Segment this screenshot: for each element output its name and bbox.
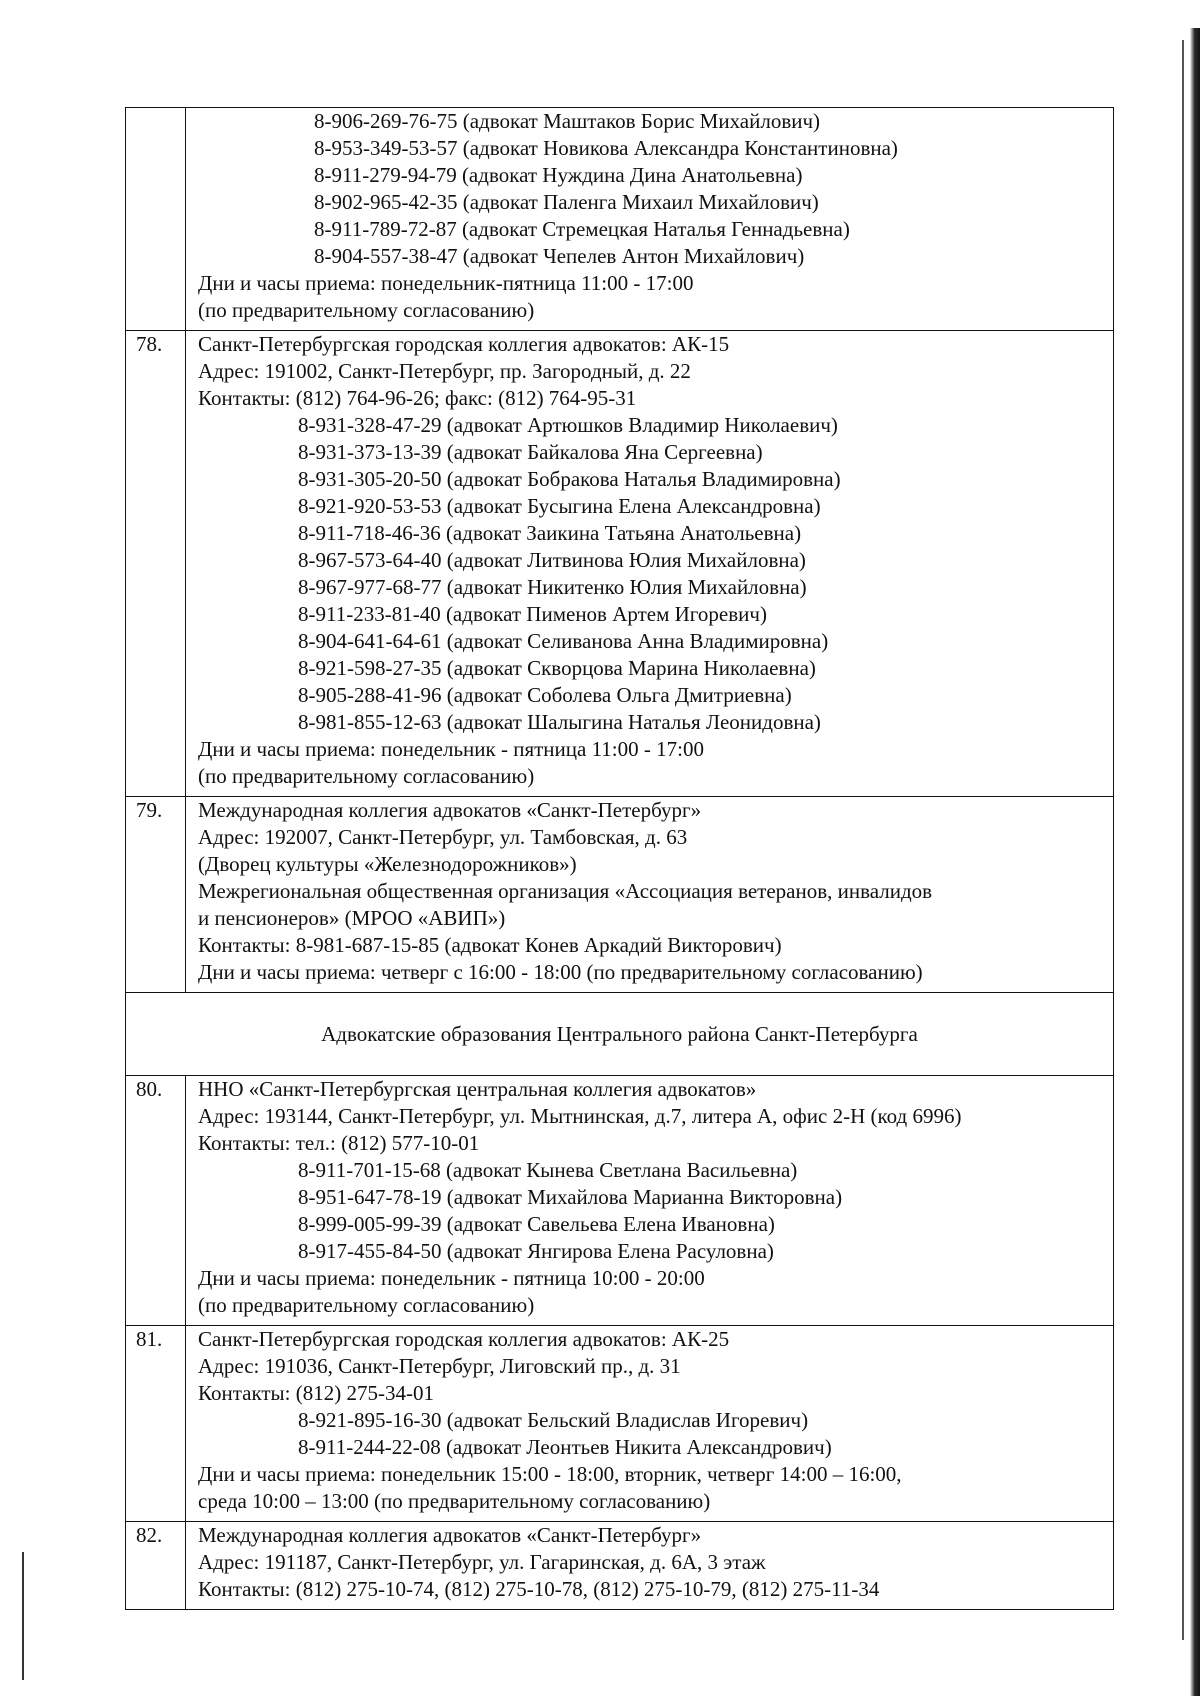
- entry-line: (по предварительному согласованию): [198, 1293, 535, 1317]
- entry-line: Адрес: 191002, Санкт-Петербург, пр. Загородный, д. 22: [198, 359, 691, 383]
- lawyer-contact-line: 8-911-718-46-36 (адвокат Заикина Татьяна Анатольевна): [298, 521, 802, 545]
- entry-line: Дни и часы приема: понедельник 15:00 - 18:00, вторник, четверг 14:00 – 16:00,: [198, 1462, 902, 1486]
- entry-line: Контакты: (812) 275-34-01: [198, 1381, 434, 1405]
- entry-line: Контакты: (812) 275-10-74, (812) 275-10-78, (812) 275-10-79, (812) 275-11-34: [198, 1577, 880, 1601]
- lawyers-table: [125, 107, 1114, 1610]
- lawyer-contact-line: 8-904-641-64-61 (адвокат Селиванова Анна Владимировна): [298, 629, 829, 653]
- table-row: [126, 331, 1113, 797]
- entry-number: 82.: [126, 1522, 186, 1609]
- entry-line: Дни и часы приема: понедельник - пятница 10:00 - 20:00: [198, 1266, 705, 1290]
- lawyer-contact-line: 8-999-005-99-39 (адвокат Савельева Елена Ивановна): [298, 1212, 775, 1236]
- entry-line: среда 10:00 – 13:00 (по предварительному согласованию): [198, 1489, 711, 1513]
- entry-line: Контакты: (812) 764-96-26; факс: (812) 764-95-31: [198, 386, 637, 410]
- entry-number: 78.: [126, 331, 186, 796]
- entry-details: [186, 1522, 1113, 1609]
- section-heading: [126, 993, 1113, 1076]
- lawyer-contact-line: 8-951-647-78-19 (адвокат Михайлова Марианна Викторовна): [298, 1185, 843, 1209]
- lawyer-contact-line: 8-905-288-41-96 (адвокат Соболева Ольга Дмитриевна): [298, 683, 792, 707]
- table-row: [126, 1326, 1113, 1522]
- lawyer-contact-line: 8-911-279-94-79 (адвокат Нуждина Дина Анатольевна): [314, 163, 803, 187]
- entry-number: 79.: [126, 797, 186, 992]
- entry-line: и пенсионеров» (МРОО «АВИП»): [198, 906, 506, 930]
- entry-line: Дни и часы приема: понедельник-пятница 11:00 - 17:00: [198, 271, 694, 295]
- lawyer-contact-line: 8-931-305-20-50 (адвокат Бобракова Наталья Владимировна): [298, 467, 841, 491]
- entry-line: Адрес: 191187, Санкт-Петербург, ул. Гагаринская, д. 6А, 3 этаж: [198, 1550, 766, 1574]
- lawyer-contact-line: 8-921-920-53-53 (адвокат Бусыгина Елена Александровна): [298, 494, 821, 518]
- entry-line: (Дворец культуры «Железнодорожников»): [198, 852, 577, 876]
- entry-line: ННО «Санкт-Петербургская центральная коллегия адвокатов»: [198, 1077, 757, 1101]
- lawyer-contact-line: 8-921-895-16-30 (адвокат Бельский Владислав Игоревич): [298, 1408, 809, 1432]
- lawyer-contact-line: 8-906-269-76-75 (адвокат Маштаков Борис Михайлович): [314, 109, 821, 133]
- lawyer-contact-line: 8-911-233-81-40 (адвокат Пименов Артем Игоревич): [298, 602, 767, 626]
- entry-line: Международная коллегия адвокатов «Санкт-Петербург»: [198, 1523, 702, 1547]
- entry-line: Дни и часы приема: четверг с 16:00 - 18:00 (по предварительному согласованию): [198, 960, 923, 984]
- entry-line: Адрес: 192007, Санкт-Петербург, ул. Тамбовская, д. 63: [198, 825, 688, 849]
- entry-details: [186, 1076, 1113, 1325]
- table-row: [126, 1522, 1113, 1610]
- entry-line: Адрес: 193144, Санкт-Петербург, ул. Мытнинская, д.7, литера А, офис 2-Н (код 6996): [198, 1104, 962, 1128]
- lawyer-contact-line: 8-921-598-27-35 (адвокат Скворцова Марина Николаевна): [298, 656, 816, 680]
- entry-details: [186, 331, 1113, 796]
- lawyer-contact-line: 8-931-328-47-29 (адвокат Артюшков Владимир Николаевич): [298, 413, 838, 437]
- entry-line: Контакты: 8-981-687-15-85 (адвокат Конев Аркадий Викторович): [198, 933, 782, 957]
- lawyer-contact-line: 8-911-244-22-08 (адвокат Леонтьев Никита Александрович): [298, 1435, 832, 1459]
- lawyer-contact-line: 8-967-573-64-40 (адвокат Литвинова Юлия Михайловна): [298, 548, 806, 572]
- entry-details: [186, 797, 1113, 992]
- entry-line: Дни и часы приема: понедельник - пятница 11:00 - 17:00: [198, 737, 704, 761]
- entry-line: Адрес: 191036, Санкт-Петербург, Лиговский пр., д. 31: [198, 1354, 681, 1378]
- entry-line: (по предварительному согласованию): [198, 298, 535, 322]
- lawyer-contact-line: 8-902-965-42-35 (адвокат Паленга Михаил Михайлович): [314, 190, 819, 214]
- table-row: [126, 108, 1113, 331]
- lawyer-contact-line: 8-911-789-72-87 (адвокат Стремецкая Наталья Геннадьевна): [314, 217, 850, 241]
- lawyer-contact-line: 8-911-701-15-68 (адвокат Кынева Светлана Васильевна): [298, 1158, 798, 1182]
- entry-details: [186, 108, 1113, 330]
- table-row: [126, 1076, 1113, 1326]
- table-row: [126, 797, 1113, 993]
- scan-left-mark: [22, 1552, 24, 1680]
- entry-number: 81.: [126, 1326, 186, 1521]
- scan-edge-shadow: [1190, 28, 1200, 1696]
- entry-line: Межрегиональная общественная организация «Ассоциация ветеранов, инвалидов: [198, 879, 933, 903]
- entry-line: (по предварительному согласованию): [198, 764, 535, 788]
- entry-details: [186, 1326, 1113, 1521]
- section-heading-text: Адвокатские образования Центрального района Санкт-Петербурга: [321, 1021, 918, 1046]
- lawyer-contact-line: 8-981-855-12-63 (адвокат Шалыгина Наталья Леонидовна): [298, 710, 821, 734]
- entry-line: Санкт-Петербургская городская коллегия адвокатов: АК-25: [198, 1327, 730, 1351]
- lawyer-contact-line: 8-917-455-84-50 (адвокат Янгирова Елена Расуловна): [298, 1239, 774, 1263]
- lawyer-contact-line: 8-953-349-53-57 (адвокат Новикова Александра Константиновна): [314, 136, 898, 160]
- entry-line: Международная коллегия адвокатов «Санкт-Петербург»: [198, 798, 702, 822]
- entry-number: [126, 108, 186, 330]
- scan-edge-line: [1182, 40, 1184, 1640]
- entry-number: 80.: [126, 1076, 186, 1325]
- lawyer-contact-line: 8-904-557-38-47 (адвокат Чепелев Антон Михайлович): [314, 244, 805, 268]
- lawyer-contact-line: 8-931-373-13-39 (адвокат Байкалова Яна Сергеевна): [298, 440, 763, 464]
- entry-line: Контакты: тел.: (812) 577-10-01: [198, 1131, 480, 1155]
- entry-line: Санкт-Петербургская городская коллегия адвокатов: АК-15: [198, 332, 730, 356]
- lawyer-contact-line: 8-967-977-68-77 (адвокат Никитенко Юлия Михайловна): [298, 575, 807, 599]
